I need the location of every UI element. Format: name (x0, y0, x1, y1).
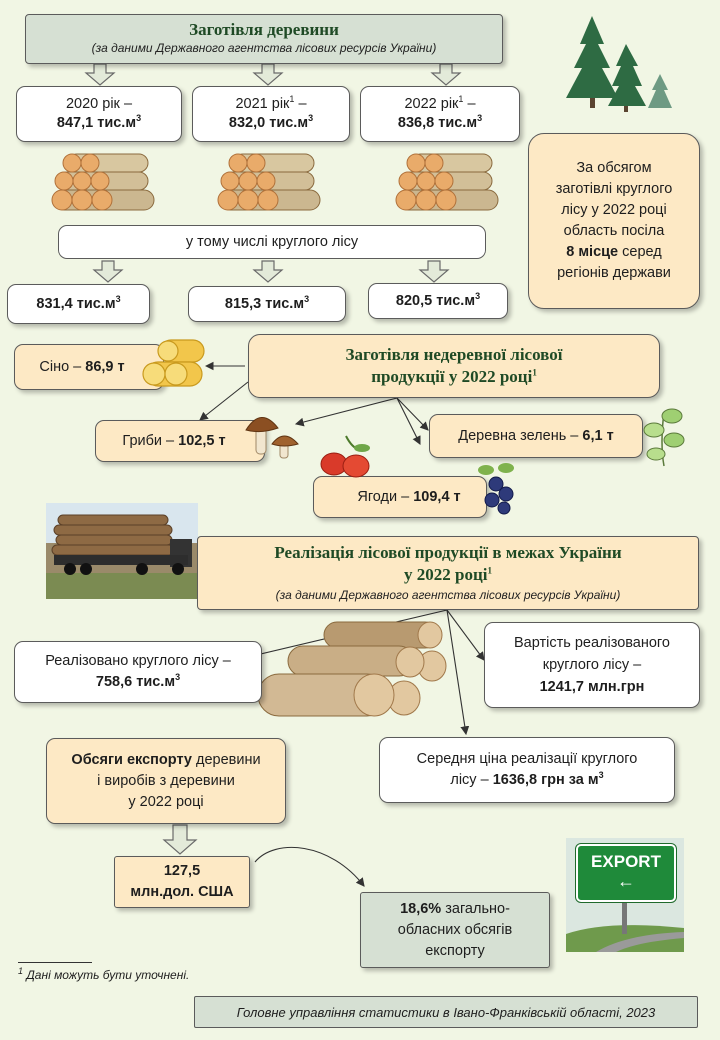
avg-price-box (379, 737, 675, 803)
export-title: Обсяги експорту (71, 751, 192, 768)
mushrooms-value: 102,5 т (178, 432, 226, 449)
trees-icon (558, 14, 684, 118)
cost-value: 1241,7 млн.грн (539, 679, 645, 695)
greens-label: Деревна зелень – (458, 427, 583, 444)
export-value-box (114, 856, 250, 908)
down-arrow-2020 (86, 64, 114, 85)
dash: – (467, 96, 476, 112)
rank-line: область посіла (563, 223, 665, 239)
export-share-label: обласних обсягів (397, 921, 513, 938)
dash: – (123, 96, 133, 112)
rosehip-icon (316, 432, 378, 482)
footnote-ref: 1 (487, 564, 492, 575)
log-pile-icon (394, 146, 510, 216)
year-2022-box (360, 86, 520, 142)
mushrooms-box (95, 420, 265, 462)
nonwood-title: продукції у 2022 році (371, 367, 533, 386)
harvest-source: (за даними Державного агентства лісових ресурсів України) (91, 41, 437, 55)
footnote (18, 968, 189, 982)
timber-truck-photo (46, 503, 198, 599)
price-value: 1636,8 грн за м (492, 772, 599, 788)
cost-label: круглого лісу – (542, 657, 642, 673)
sold-value: 758,6 тис.м (95, 674, 176, 690)
export-value: 127,5 (163, 863, 201, 879)
harvest-header (25, 14, 503, 64)
export-title: у 2022 році (128, 793, 204, 810)
down-arrow-export (164, 825, 196, 854)
roundwood-2020-box (7, 284, 150, 324)
year-2022-value: 836,8 тис.м (397, 115, 478, 131)
unit-sup: 3 (475, 290, 481, 301)
unit-sup: 3 (115, 293, 121, 304)
down-arrow-round-1 (94, 261, 122, 282)
down-arrow-round-2 (254, 261, 282, 282)
footnote-divider (18, 962, 92, 963)
price-label: Середня ціна реалізації круглого (416, 751, 638, 767)
roundwood-2021-box (188, 286, 346, 322)
export-share-label: загально- (441, 900, 510, 917)
export-share-value: 18,6% (400, 900, 442, 917)
rank-line: лісу у 2022 році (561, 202, 667, 218)
nonwood-header (248, 334, 660, 398)
footnote-ref: 1 (458, 94, 464, 105)
unit-sup: 3 (598, 770, 604, 781)
footnote-mark: 1 (18, 966, 24, 976)
year-2021-label: 2021 рік (235, 96, 290, 112)
unit-sup: 3 (175, 672, 181, 683)
down-arrow-2022 (432, 64, 460, 85)
export-title: деревини (191, 751, 261, 768)
greens-box (429, 414, 643, 458)
footnote-text: Дані можуть бути уточнені. (23, 968, 190, 982)
unit-sup: 3 (304, 293, 310, 304)
price-label: лісу – (450, 772, 493, 788)
year-2022-label: 2022 рік (404, 96, 459, 112)
leaves-icon (642, 404, 686, 468)
sales-title: у 2022 році (404, 564, 488, 584)
rank-line: За обсягом (576, 160, 652, 176)
rank-line: серед (618, 244, 662, 260)
log-pile-icon (216, 146, 332, 216)
export-sign-picture (566, 838, 684, 952)
down-arrow-round-3 (420, 261, 448, 282)
berries-value: 109,4 т (413, 488, 461, 505)
export-share-label: експорту (425, 942, 485, 959)
unit-sup: 3 (308, 113, 314, 124)
roundwood-2020-value: 831,4 тис.м (36, 295, 116, 312)
year-2021-value: 832,0 тис.м (228, 115, 309, 131)
year-2020-label: 2020 рік (65, 96, 120, 112)
export-share-box (360, 892, 550, 968)
log-pile-icon (50, 146, 166, 216)
year-2020-value: 847,1 тис.м (56, 115, 137, 131)
berries-box (313, 476, 487, 518)
roundwood-2021-value: 815,3 тис.м (224, 295, 305, 312)
hay-value: 86,9 т (85, 358, 125, 375)
footnote-ref: 1 (289, 94, 295, 105)
footer-text: Головне управління статистики в Івано-Франківській області, 2023 (236, 1004, 656, 1020)
sales-header (197, 536, 699, 610)
left-arrow-icon: ← (617, 871, 635, 891)
mushrooms-icon (244, 406, 300, 462)
including-roundwood-box (58, 225, 486, 259)
logs-icon (254, 618, 454, 722)
roundwood-2022-value: 820,5 тис.м (395, 292, 476, 309)
region-rank-box (528, 133, 700, 309)
nonwood-title: Заготівля недеревної лісової (345, 345, 563, 364)
hay-bales-icon (140, 336, 208, 390)
including-label: у тому числі круглого лісу (185, 233, 359, 250)
roundwood-cost-box (484, 622, 700, 708)
dash: – (298, 96, 307, 112)
footnote-ref: 1 (532, 367, 537, 378)
rank-place: 8 місце (566, 244, 619, 260)
mushrooms-label: Гриби – (122, 432, 179, 449)
export-sign-text: EXPORT (591, 852, 661, 871)
rank-line: регіонів держави (557, 265, 671, 281)
cost-label: Вартість реалізованого (514, 635, 670, 651)
export-value: млн.дол. США (130, 884, 234, 900)
export-title: і виробів з деревини (97, 772, 235, 789)
sales-title: Реалізація лісової продукції в межах України (274, 542, 622, 562)
sold-label: Реалізовано круглого лісу – (45, 653, 231, 669)
down-arrow-2021 (254, 64, 282, 85)
roundwood-sold-box (14, 641, 262, 703)
harvest-title: Заготівля деревини (189, 20, 339, 39)
export-sign (576, 844, 676, 902)
rank-line: заготівлі круглого (555, 181, 673, 197)
footer-source (194, 996, 698, 1028)
blueberry-icon (476, 460, 522, 518)
unit-sup: 3 (136, 113, 142, 124)
unit-sup: 3 (477, 113, 483, 124)
hay-label: Сіно – (39, 358, 86, 375)
export-header-box (46, 738, 286, 824)
year-2021-box (192, 86, 350, 142)
sales-source: (за даними Державного агентства лісових ресурсів України) (275, 587, 621, 602)
greens-value: 6,1 т (582, 427, 614, 444)
year-2020-box (16, 86, 182, 142)
berries-label: Ягоди – (357, 488, 414, 505)
roundwood-2022-box (368, 283, 508, 319)
